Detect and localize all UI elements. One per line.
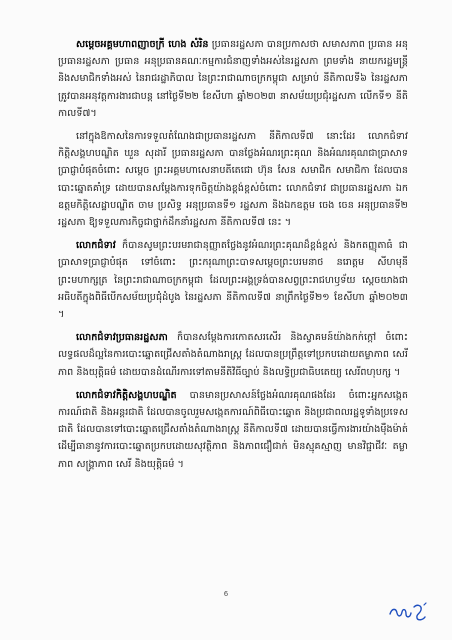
page-number: 6 xyxy=(223,590,229,598)
handwritten-initials-icon xyxy=(386,601,434,623)
paragraph-2 xyxy=(58,128,408,231)
paragraph-5-text: បានមានប្រសាសន៍ថ្លែងអំណរគុណផងដែរ ចំពោះអ្នកសង្កេតការណ៍ជាតិ និងអន្តរជាតិ ដែលបានចូលរួមសង្កេតការណ៍ពិធីបោះឆ្នោត និងប្រជាពលរដ្ឋទូទាំងប្រទេសជាតិ ដែលបានទៅបោះឆ្នោតជ្រើសតាំងតំណាងរាស្ត្រ នីតិកាលទី៧ ដោយបានធ្វើការងារយ៉ាងម៉ឺងម៉ាត់ ដើម្បីធានានូវការបោះឆ្នោតប្រកបដោយសុវត្ថិភាព និងភាពជឿជាក់ មិនស្មុគស្មាញ មានវិជ្ជាជីវៈ តម្លាភាព សង្គ្រាភាព សេរី និងយុត្តិធម៌ ។ xyxy=(58,389,408,470)
paragraph-2-text: នៅក្នុងឱកាសនៃការទទួលតំណែងជាប្រធានរដ្ឋសភា នីតិកាលទី៧ នោះដែរ លោកជំទាវកិត្តិសង្គហបណ្ឌិត ឃួន សុដារី ប្រធានរដ្ឋសភា បានថ្លែងអំណរព្រះគុណ និងអំណរគុណជាប្រាសាទប្រាជ្ញាបំផុតចំពោះ សម្តេច ព្រះអគ្គមហាសេនាបតីតេជោ ហ៊ុន សែន សមាជិក សមាជិកា ដែលបានបោះឆ្នោតគាំទ្រ ដោយបានសម្តែងការទុកចិត្តយ៉ាងខ្ពង់ខ្ពស់ចំពោះ លោកជំទាវ ជាប្រធានរដ្ឋសភា ឯកឧត្តមកិត្តិសេដ្ឋាបណ្ឌិត ចាម ប្រសិទ្ធ អនុប្រធានទី១ រដ្ឋសភា និងឯកឧត្តម ចេង ចេន អនុប្រធានទី២ រដ្ឋសភា ឱ្យទទួលភារកិច្ចជាថ្នាក់ដឹកនាំរដ្ឋសភា នីតិកាលទី៧ នេះ ។ xyxy=(58,131,408,229)
paragraph-3-lead: លោកជំទាវ xyxy=(76,240,116,252)
paragraph-1-text: ប្រធានរដ្ឋសភា បានប្រកាសថា សមាសភាព ប្រធាន អនុប្រធានរដ្ឋសភា ប្រធាន អនុប្រធានគណៈកម្មការជំនាញទាំងអស់នៃរដ្ឋសភា ព្រមទាំង នាយករដ្ឋមន្ត្រី និងសមាជិកទាំងអស់ នៃរាជរដ្ឋាភិបាល នៃព្រះរាជាណាចក្រកម្ពុជា សម្រាប់ នីតិកាលទី៦ នៃរដ្ឋសភា ត្រូវបានអនុវត្តការងារជាបន្ត នៅថ្ងៃទី២២ ខែសីហា ឆ្នាំ២០២៣ នាសម័យប្រជុំរដ្ឋសភា លើកទី១ នីតិកាលទី៧។ xyxy=(58,39,408,119)
paragraph-4-text: ក៏បានសម្តែងការកោតសរសើរ និងស្វាគមន៍យ៉ាងកក់ក្តៅ ចំពោះលទ្ធផលដ៏ល្អនៃការបោះឆ្នោតជ្រើសតាំងតំណាងរាស្ត្រ ដែលបានប្រព្រឹត្តទៅប្រកបដោយតម្លាភាព សេរីភាព និងយុត្តិធម៌ ដោយបានដំណើរការទៅតាមនីតិវិធីច្បាប់ និងលទ្ធិប្រជាធិបតេយ្យ សេរីពហុបក្ស ។ xyxy=(58,332,408,378)
paragraph-5-lead: លោកជំទាវកិត្តិសង្គហបណ្ឌិត xyxy=(76,389,177,401)
paragraph-3 xyxy=(58,237,408,323)
paragraph-1 xyxy=(58,36,408,122)
document-body xyxy=(58,36,408,479)
paragraph-4 xyxy=(58,329,408,381)
paragraph-5 xyxy=(58,387,408,473)
paragraph-1-lead: សម្តេចអគ្គមហាពញាចក្រី ហេង សំរិន xyxy=(76,39,209,50)
paragraph-4-lead: លោកជំទាវប្រធានរដ្ឋសភា xyxy=(76,332,168,344)
paragraph-3-text: ក៏បានសូមព្រះបរមរាជានុញ្ញាតថ្លែងនូវអំណរព្រះគុណដ៏ខ្ពង់ខ្ពស់ និងកតញ្ញុតាធំ ជាប្រាសាទប្រាជ្ញាបំផុត ទៅចំពោះ ព្រះករុណាព្រះបាទសម្តេចព្រះបរមនាថ នរោត្តម សីហមុនី ព្រះមហាក្សត្រ នៃព្រះរាជាណាចក្រកម្ពុជា ដែលព្រះអង្គទ្រង់បានសព្វព្រះរាជហឫទ័យ ស្ដេចយាងជាអធិបតីក្នុងពិធីបើកសម័យប្រជុំដំបូង នៃរដ្ឋសភា នីតិកាលទី៧ នាព្រឹកថ្ងៃទី២១ ខែសីហា ឆ្នាំ២០២៣ ។ xyxy=(58,240,408,321)
